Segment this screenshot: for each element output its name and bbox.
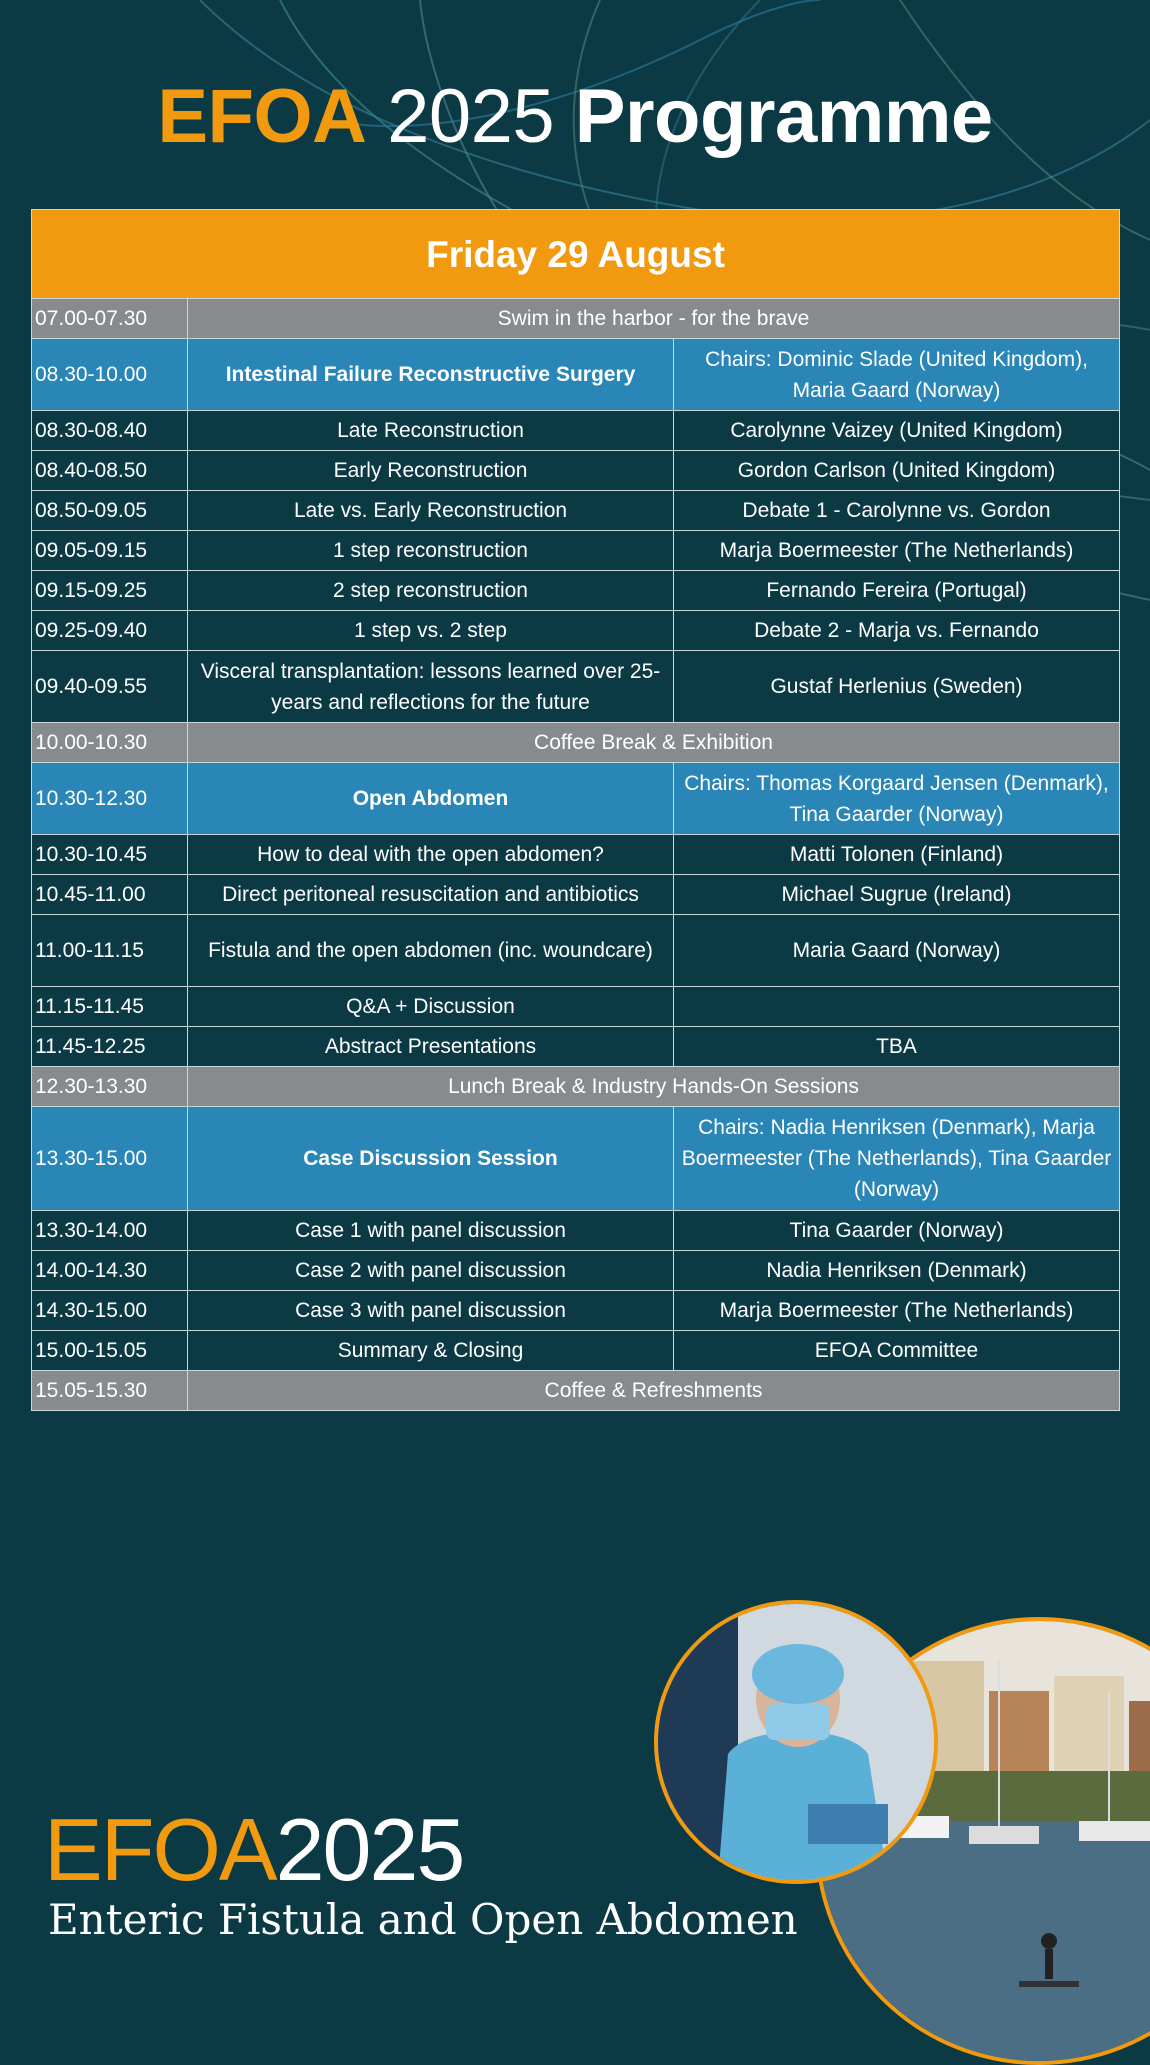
speaker-cell: Fernando Fereira (Portugal) [674,571,1120,611]
time-cell: 13.30-14.00 [32,1211,188,1251]
talk-row [32,451,1120,491]
speaker-cell: EFOA Committee [674,1331,1120,1371]
session-row [32,763,1120,835]
time-cell: 08.40-08.50 [32,451,188,491]
talk-row [32,611,1120,651]
speaker-cell: TBA [674,1027,1120,1067]
time-cell: 11.00-11.15 [32,915,188,987]
title-year: 2025 [387,74,555,159]
speaker-cell: Tina Gaarder (Norway) [674,1211,1120,1251]
time-cell: 15.05-15.30 [32,1371,188,1411]
talk-title: Fistula and the open abdomen (inc. woundcare) [188,915,674,987]
page-title [0,72,1150,162]
time-cell: 09.40-09.55 [32,651,188,723]
talk-row [32,1291,1120,1331]
day-label: Friday 29 August [32,210,1120,299]
speaker-cell: Nadia Henriksen (Denmark) [674,1251,1120,1291]
time-cell: 09.05-09.15 [32,531,188,571]
day-header-row [32,210,1120,299]
talk-row [32,651,1120,723]
break-title: Swim in the harbor - for the brave [188,299,1120,339]
time-cell: 09.25-09.40 [32,611,188,651]
talk-title: Q&A + Discussion [188,987,674,1027]
speaker-cell: Michael Sugrue (Ireland) [674,875,1120,915]
talk-row [32,491,1120,531]
time-cell: 14.00-14.30 [32,1251,188,1291]
talk-title: Summary & Closing [188,1331,674,1371]
break-row [32,1067,1120,1107]
break-title: Coffee Break & Exhibition [188,723,1120,763]
talk-title: Case 1 with panel discussion [188,1211,674,1251]
talk-title: Late Reconstruction [188,411,674,451]
session-chairs: Chairs: Dominic Slade (United Kingdom), Maria Gaard (Norway) [674,339,1120,411]
talk-row [32,875,1120,915]
time-cell: 10.45-11.00 [32,875,188,915]
talk-row [32,987,1120,1027]
break-row [32,723,1120,763]
time-cell: 13.30-15.00 [32,1107,188,1211]
talk-title: How to deal with the open abdomen? [188,835,674,875]
break-row [32,299,1120,339]
session-row [32,1107,1120,1211]
time-cell: 11.45-12.25 [32,1027,188,1067]
footer-year: 2025 [275,1800,464,1899]
speaker-cell: Matti Tolonen (Finland) [674,835,1120,875]
programme-table [31,209,1120,1411]
talk-row [32,1331,1120,1371]
break-title: Coffee & Refreshments [188,1371,1120,1411]
session-title: Open Abdomen [188,763,674,835]
speaker-cell: Carolynne Vaizey (United Kingdom) [674,411,1120,451]
speaker-cell: Marja Boermeester (The Netherlands) [674,531,1120,571]
footer-logo [44,1800,463,1900]
time-cell: 12.30-13.30 [32,1067,188,1107]
talk-row [32,531,1120,571]
talk-row [32,1211,1120,1251]
talk-title: Case 3 with panel discussion [188,1291,674,1331]
talk-title: Late vs. Early Reconstruction [188,491,674,531]
time-cell: 10.00-10.30 [32,723,188,763]
talk-title: 2 step reconstruction [188,571,674,611]
talk-row [32,571,1120,611]
time-cell: 11.15-11.45 [32,987,188,1027]
talk-title: 1 step vs. 2 step [188,611,674,651]
speaker-cell: Debate 2 - Marja vs. Fernando [674,611,1120,651]
time-cell: 15.00-15.05 [32,1331,188,1371]
title-brand: EFOA [157,74,367,159]
time-cell: 09.15-09.25 [32,571,188,611]
talk-row [32,411,1120,451]
time-cell: 10.30-10.45 [32,835,188,875]
talk-title: 1 step reconstruction [188,531,674,571]
talk-row [32,915,1120,987]
session-title: Case Discussion Session [188,1107,674,1211]
speaker-cell: Gordon Carlson (United Kingdom) [674,451,1120,491]
footer-brand: EFOA [44,1800,276,1899]
talk-row [32,835,1120,875]
surgeon-photo [654,1600,938,1884]
time-cell: 08.50-09.05 [32,491,188,531]
time-cell: 14.30-15.00 [32,1291,188,1331]
session-row [32,339,1120,411]
talk-title: Early Reconstruction [188,451,674,491]
talk-title: Abstract Presentations [188,1027,674,1067]
speaker-cell: Marja Boermeester (The Netherlands) [674,1291,1120,1331]
speaker-cell: Maria Gaard (Norway) [674,915,1120,987]
time-cell: 10.30-12.30 [32,763,188,835]
session-chairs: Chairs: Thomas Korgaard Jensen (Denmark), Tina Gaarder (Norway) [674,763,1120,835]
talk-row [32,1027,1120,1067]
title-programme: Programme [574,74,993,159]
talk-title: Direct peritoneal resuscitation and antibiotics [188,875,674,915]
session-chairs: Chairs: Nadia Henriksen (Denmark), Marja Boermeester (The Netherlands), Tina Gaarder (Norway) [674,1107,1120,1211]
break-title: Lunch Break & Industry Hands-On Sessions [188,1067,1120,1107]
time-cell: 08.30-10.00 [32,339,188,411]
talk-title: Case 2 with panel discussion [188,1251,674,1291]
talk-row [32,1251,1120,1291]
speaker-cell: Debate 1 - Carolynne vs. Gordon [674,491,1120,531]
time-cell: 08.30-08.40 [32,411,188,451]
session-title: Intestinal Failure Reconstructive Surgery [188,339,674,411]
footer-subtitle: Enteric Fistula and Open Abdomen [48,1895,798,1944]
time-cell: 07.00-07.30 [32,299,188,339]
speaker-cell: Gustaf Herlenius (Sweden) [674,651,1120,723]
break-row [32,1371,1120,1411]
talk-title: Visceral transplantation: lessons learned over 25-years and reflections for the future [188,651,674,723]
speaker-cell [674,987,1120,1027]
